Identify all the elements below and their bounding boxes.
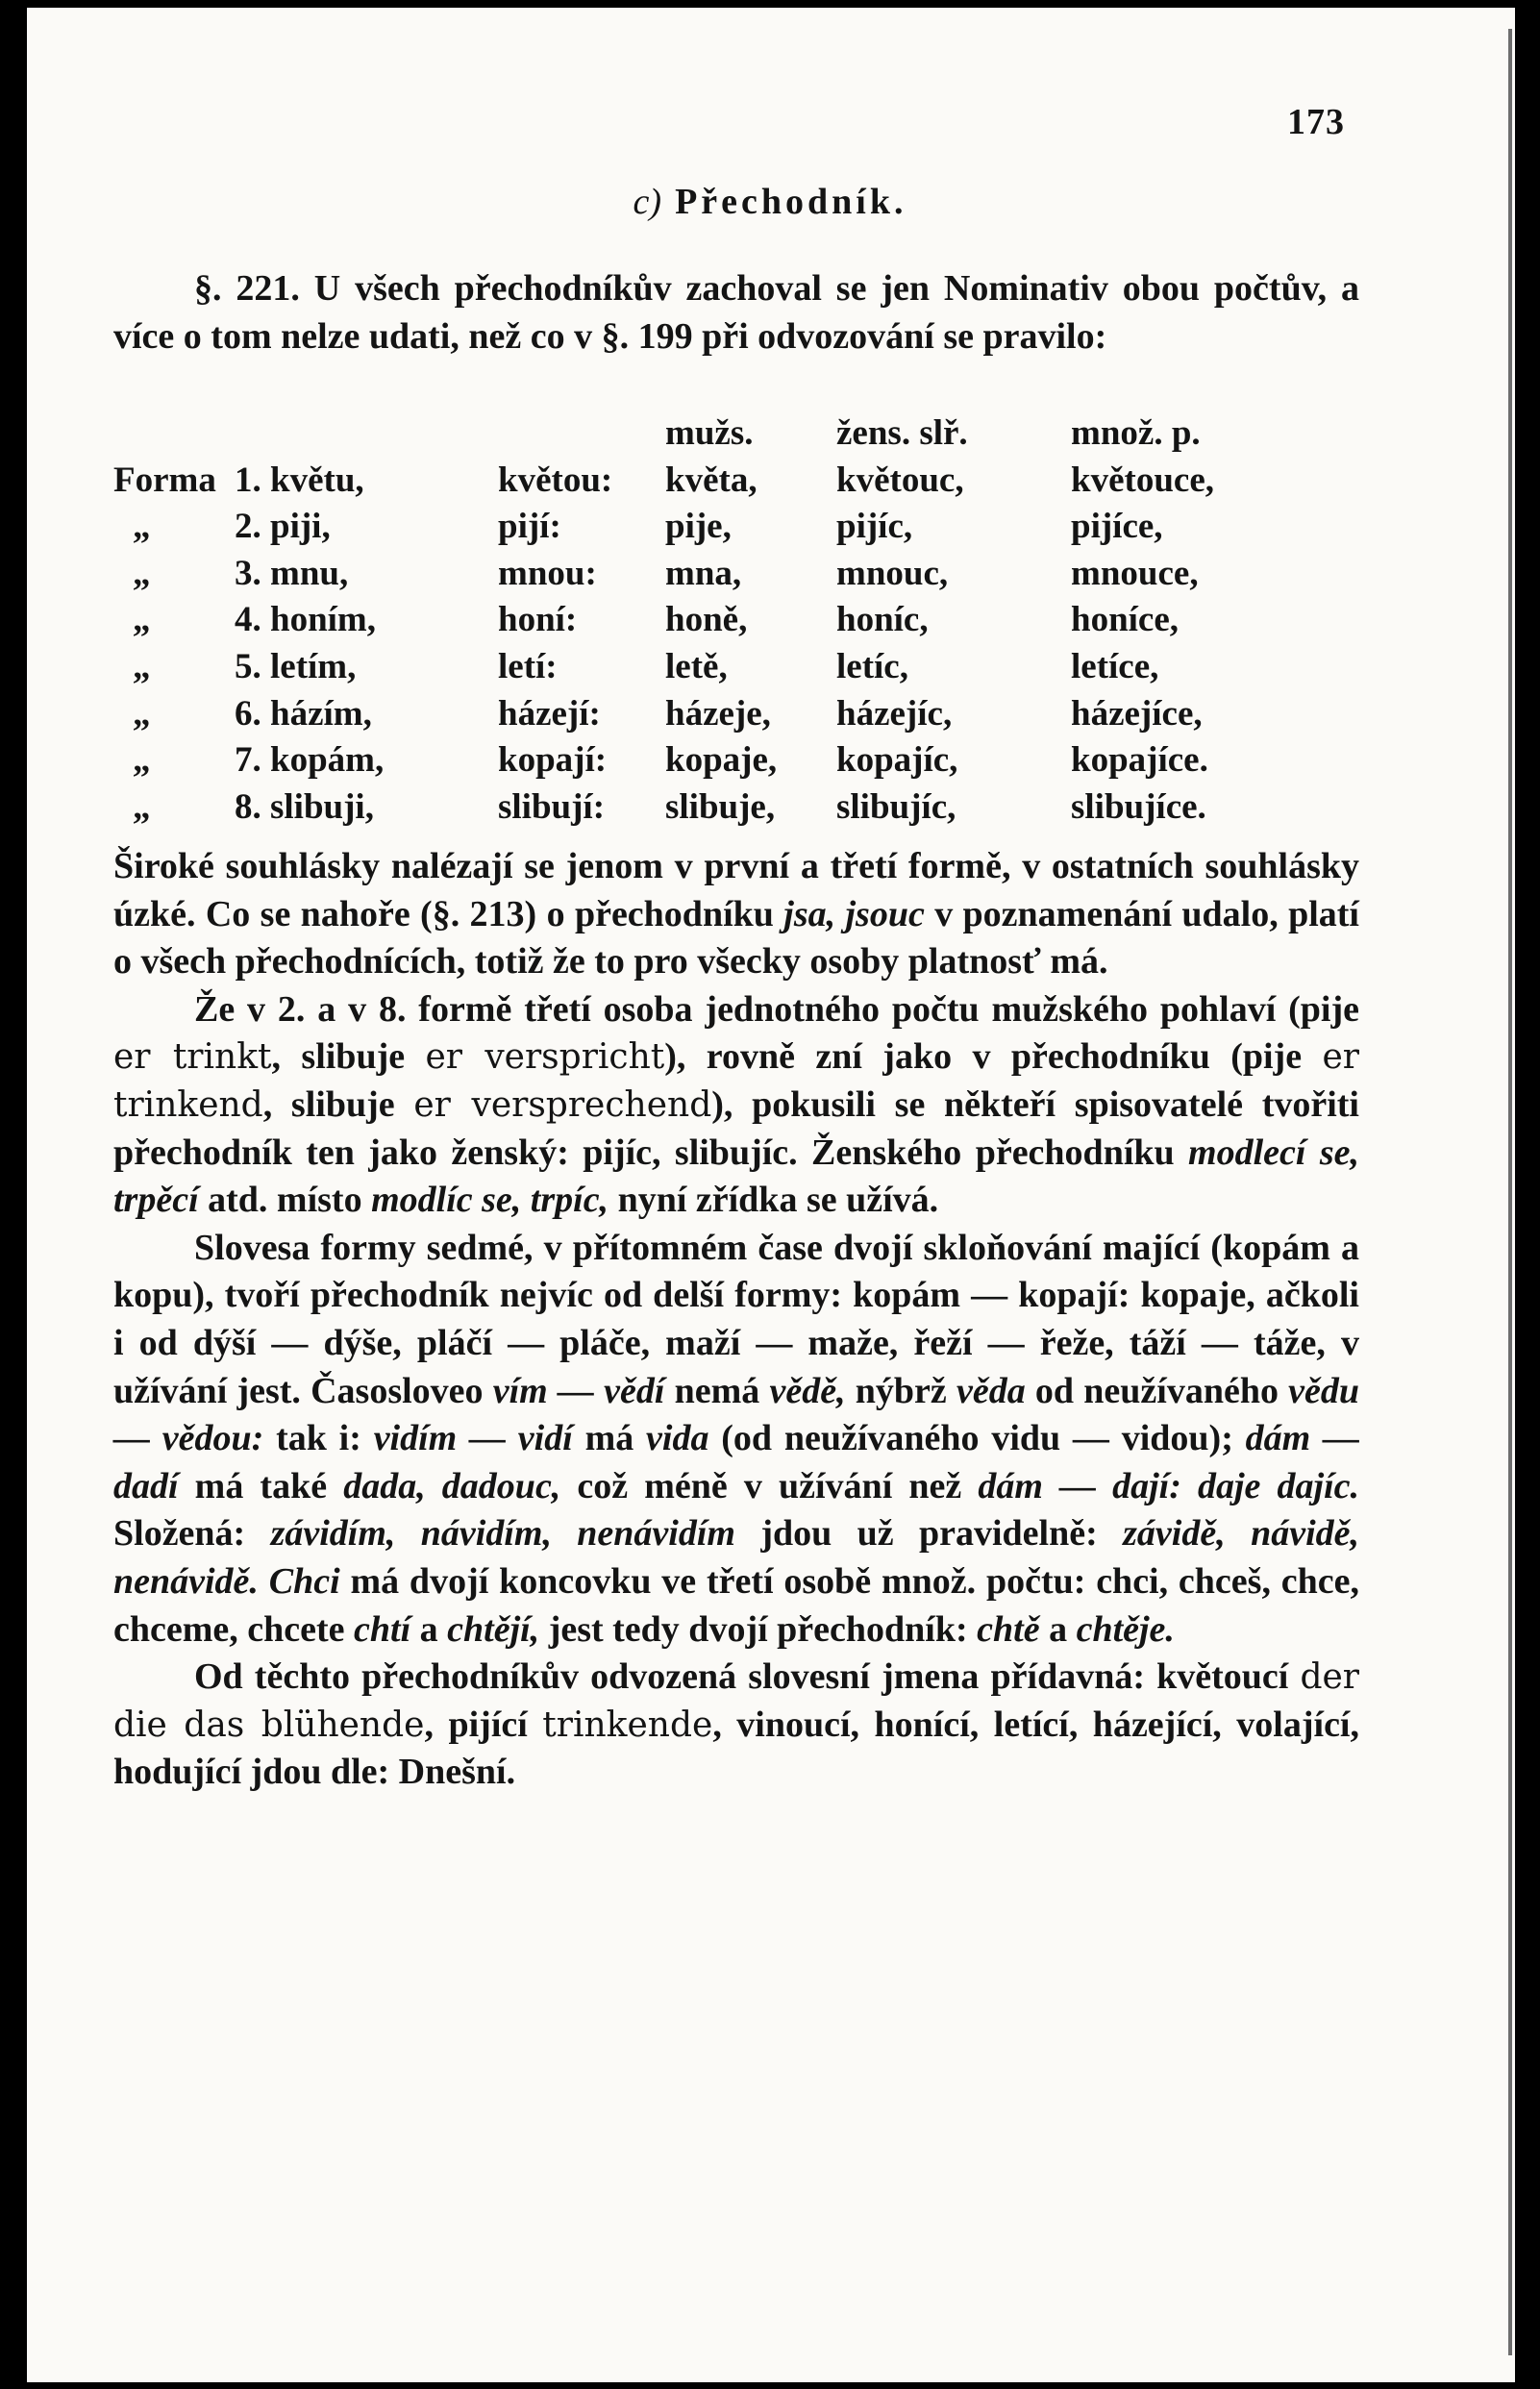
- row-form: 1. květu,: [235, 460, 364, 500]
- italic-term: Chci: [268, 1560, 340, 1602]
- italic-term: dada, dadouc,: [343, 1465, 561, 1506]
- row-label: „: [133, 646, 151, 686]
- row-label: „: [133, 507, 151, 547]
- para1-text: U všech přechodníkův zachoval se jen Nominativ obou počtův, a více o tom nelze udati, než co v §. 199 při odvozování se pravilo:: [113, 268, 1360, 357]
- german-gloss: er versprechend: [413, 1084, 712, 1125]
- italic-term: jsa, jsouc: [783, 893, 925, 934]
- row-fem: slibujíc,: [836, 786, 956, 827]
- row-masc: kopaje,: [665, 740, 778, 781]
- table-row: [113, 553, 1363, 600]
- row-pl: letíce,: [1071, 646, 1159, 686]
- italic-term: dám — dají: daje dajíc.: [978, 1465, 1360, 1506]
- row-pl: slibujíce.: [1071, 786, 1206, 827]
- row-label: „: [133, 740, 151, 781]
- italic-term: dám — dadí: [113, 1418, 1359, 1506]
- german-gloss: der die das blühende: [113, 1657, 1359, 1745]
- conjugation-table: [113, 412, 1363, 833]
- section-heading: [0, 181, 1540, 223]
- italic-term: vědě,: [769, 1370, 846, 1411]
- row-3pl: pijí:: [498, 507, 561, 547]
- italic-term: vidím — vidí: [373, 1418, 573, 1459]
- italic-term: vida: [646, 1418, 709, 1459]
- row-3pl: letí:: [498, 646, 558, 686]
- italic-term: vím — vědí: [492, 1370, 665, 1411]
- header-feminine-neuter: žens. slř.: [836, 413, 968, 453]
- row-label: Forma: [113, 460, 216, 500]
- row-form: 5. letím,: [235, 646, 357, 686]
- section-number: §. 221.: [194, 268, 300, 309]
- row-label: „: [133, 553, 151, 593]
- row-fem: mnouc,: [836, 553, 949, 593]
- header-plural: množ. p.: [1071, 413, 1201, 453]
- row-form: 6. házím,: [235, 693, 372, 734]
- paragraph-forms: Že v 2. a v 8. formě třetí osoba jednotného počtu mužského pohlaví (pije er trinkt, slibuje er verspricht), rovně zní jako v přechodníku (pije er trinkend, slibuje er versprechend), pokusili se někteří spisovatelé tvořiti přechodník ten jako ženský: pijíc, slibujíc. Ženského přechodníku modlecí se, trpěcí atd. místo modlíc se, trpíc, nyní zřídka se užívá.: [113, 988, 1359, 1221]
- row-label: „: [133, 600, 151, 640]
- row-form: 3. mnu,: [235, 553, 349, 593]
- italic-term: modlecí se, trpěcí: [113, 1132, 1359, 1221]
- table-row: [113, 693, 1363, 740]
- italic-term: závidím, návidím, nenávidím: [270, 1513, 735, 1555]
- row-3pl: honí:: [498, 600, 578, 640]
- row-masc: mna,: [665, 553, 742, 593]
- table-row: [113, 506, 1363, 553]
- heading-word: Přechodník.: [675, 182, 907, 222]
- body-text: [113, 843, 1359, 1797]
- row-form: 7. kopám,: [235, 740, 385, 781]
- row-label: „: [133, 693, 151, 734]
- italic-term: modlíc se, trpíc,: [371, 1180, 609, 1221]
- row-masc: honě,: [665, 600, 748, 640]
- row-masc: slibuje,: [665, 786, 776, 827]
- german-gloss: er verspricht: [425, 1037, 665, 1078]
- row-pl: mnouce,: [1071, 553, 1199, 593]
- paragraph-broad-consonants: Široké souhlásky nalézají se jenom v první a třetí formě, v ostatních souhlásky úzké. Co se nahoře (§. 213) o přechodníku jsa, jsouc v poznamenání udalo, platí o všech přechodnících, totiž že to pro všecky osoby platnosť má.: [113, 846, 1359, 983]
- german-gloss: trinkende: [542, 1705, 713, 1745]
- row-fem: pijíc,: [836, 507, 913, 547]
- row-3pl: mnou:: [498, 553, 597, 593]
- header-masculine: mužs.: [665, 413, 754, 453]
- table-row: [113, 646, 1363, 693]
- table-row: [113, 460, 1363, 507]
- italic-term: závidě, návidě, nenávidě.: [113, 1513, 1359, 1602]
- row-pl: kopajíce.: [1071, 740, 1208, 781]
- row-fem: kopajíc,: [836, 740, 958, 781]
- italic-term: chtějí,: [447, 1608, 540, 1650]
- row-fem: květouc,: [836, 460, 964, 500]
- paragraph-adjectives: Od těchto přechodníkův odvozená slovesní jmena přídavná: květoucí der die das blühende, pijící trinkende, vinoucí, honící, letící, házející, volající, hodující jdou dle: Dnešní.: [113, 1656, 1359, 1793]
- italic-term: chtě: [977, 1608, 1040, 1650]
- table-row: [113, 739, 1363, 786]
- row-masc: květa,: [665, 460, 758, 500]
- heading-letter: c): [633, 182, 662, 222]
- italic-term: věda: [956, 1370, 1026, 1411]
- row-masc: pije,: [665, 507, 732, 547]
- row-masc: házeje,: [665, 693, 771, 734]
- paragraph-seventh-form: Slovesa formy sedmé, v přítomném čase dvojí skloňování mající (kopám a kopu), tvoří přechodník nejvíc od delší formy: kopám — kopají: kopaje, ačkoli i od dýší — dýše, pláčí — pláče, maží — maže, řeží — řeže, táží — táže, v užívání jest. Časosloveo vím — vědí nemá vědě, nýbrž věda od neužívaného vědu — vědou: tak i: vidím — vidí má vida (od neužívaného vidu — vidou); dám — dadí má také dada, dadouc, což méně v užívání než dám — dají: daje dajíc. Složená: závidím, návidím, nenávidím jdou už pravidelně: závidě, návidě, nenávidě. Chci má dvojí koncovku ve třetí osobě množ. počtu: chci, chceš, chce, chceme, chcete chtí a chtějí, jest tedy dvojí přechodník: chtě a chtěje.: [113, 1227, 1360, 1650]
- paragraph-221: [113, 265, 1359, 361]
- row-fem: házejíc,: [836, 693, 953, 734]
- row-form: 2. piji,: [235, 507, 331, 547]
- page-edge: [1508, 29, 1512, 2355]
- row-form: 4. honím,: [235, 600, 377, 640]
- table-row: [113, 599, 1363, 646]
- row-3pl: květou:: [498, 460, 613, 500]
- row-pl: květouce,: [1071, 460, 1214, 500]
- row-pl: házejíce,: [1071, 693, 1203, 734]
- row-label: „: [133, 786, 151, 827]
- italic-term: chtěje.: [1076, 1608, 1175, 1650]
- row-pl: honíce,: [1071, 600, 1180, 640]
- row-3pl: kopají:: [498, 740, 608, 781]
- german-gloss: er trinkend: [113, 1037, 1359, 1125]
- row-3pl: házejí:: [498, 693, 601, 734]
- row-fem: letíc,: [836, 646, 908, 686]
- row-3pl: slibují:: [498, 786, 606, 827]
- table-row: [113, 786, 1363, 834]
- row-pl: pijíce,: [1071, 507, 1163, 547]
- german-gloss: er trinkt: [113, 1037, 272, 1078]
- italic-term: vědu — vědou:: [113, 1370, 1360, 1459]
- page-number: 173: [1287, 102, 1345, 142]
- row-fem: honíc,: [836, 600, 929, 640]
- row-form: 8. slibuji,: [235, 786, 374, 827]
- row-masc: letě,: [665, 646, 728, 686]
- table-header: [113, 412, 1363, 460]
- italic-term: chtí: [354, 1608, 411, 1650]
